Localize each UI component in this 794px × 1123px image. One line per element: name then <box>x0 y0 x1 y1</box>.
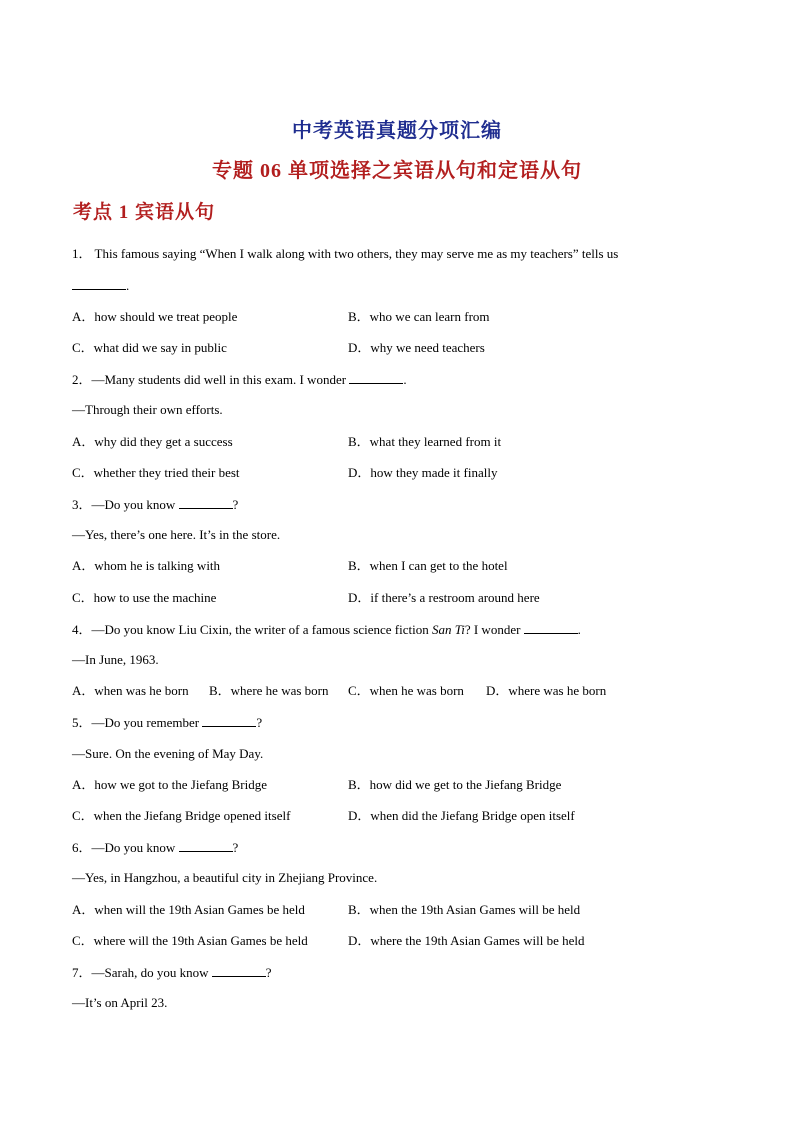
question-1-option-b: B．who we can learn from <box>348 309 490 324</box>
question-5-option-b: B．how did we get to the Jiefang Bridge <box>348 777 562 792</box>
question-4-option-a: A．when was he born <box>72 683 189 698</box>
question-1-stem: 1． This famous saying “When I walk along with two others, they may serve me as my teachers” tells us <box>72 246 619 261</box>
question-7-reply: —It’s on April 23. <box>72 995 168 1010</box>
question-1-option-c: C．what did we say in public <box>72 340 227 355</box>
answer-blank <box>524 621 578 634</box>
answer-blank <box>179 839 233 852</box>
question-3-option-a: A．whom he is talking with <box>72 558 221 573</box>
book-title: San Ti <box>431 622 465 637</box>
answer-blank <box>72 277 126 290</box>
question-2-option-b: B．what they learned from it <box>348 434 502 449</box>
question-4-option-c: C．when he was born <box>348 683 464 698</box>
question-5-option-c: C．when the Jiefang Bridge opened itself <box>72 808 291 823</box>
question-5-reply: —Sure. On the evening of May Day. <box>72 746 264 761</box>
question-7-stem: 7．—Sarah, do you know ? <box>72 965 272 980</box>
question-3-option-d: D．if there’s a restroom around here <box>348 590 540 605</box>
question-1-option-a: A．how should we treat people <box>72 309 238 324</box>
question-4-option-d: D．where was he born <box>486 683 607 698</box>
question-1-blank: . <box>72 277 129 294</box>
question-4-option-b: B．where he was born <box>209 683 329 698</box>
question-5-stem: 5．—Do you remember ? <box>72 715 263 730</box>
question-6-option-d: D．where the 19th Asian Games will be held <box>348 933 585 948</box>
section-heading: 考点 1 宾语从句 <box>73 202 216 223</box>
question-2-option-c: C．whether they tried their best <box>72 465 240 480</box>
question-3-option-c: C．how to use the machine <box>72 590 217 605</box>
answer-blank <box>212 964 266 977</box>
answer-blank <box>179 496 233 509</box>
question-3-stem: 3．—Do you know ? <box>72 497 239 512</box>
question-6-reply: —Yes, in Hangzhou, a beautiful city in Zhejiang Province. <box>72 870 378 885</box>
question-6-option-b: B．when the 19th Asian Games will be held <box>348 902 581 917</box>
question-6-option-a: A．when will the 19th Asian Games be held <box>72 902 305 917</box>
question-5-option-d: D．when did the Jiefang Bridge open itself <box>348 808 575 823</box>
question-4-stem: 4．—Do you know Liu Cixin, the writer of a famous science fiction San Ti? I wonder . <box>72 622 581 637</box>
document-subtitle: 专题 06 单项选择之宾语从句和定语从句 <box>212 160 582 182</box>
question-3-option-b: B．when I can get to the hotel <box>348 558 508 573</box>
question-4-reply: —In June, 1963. <box>72 652 159 667</box>
question-2-stem: 2．—Many students did well in this exam. I wonder . <box>72 372 407 387</box>
question-2-option-d: D．how they made it finally <box>348 465 498 480</box>
question-6-option-c: C．where will the 19th Asian Games be held <box>72 933 308 948</box>
question-2-reply: —Through their own efforts. <box>72 402 223 417</box>
question-5-option-a: A．how we got to the Jiefang Bridge <box>72 777 267 792</box>
question-6-stem: 6．—Do you know ? <box>72 840 239 855</box>
answer-blank <box>202 714 256 727</box>
question-1-option-d: D．why we need teachers <box>348 340 485 355</box>
answer-blank <box>349 371 403 384</box>
question-2-option-a: A．why did they get a success <box>72 434 233 449</box>
question-3-reply: —Yes, there’s one here. It’s in the store. <box>72 527 281 542</box>
document-title: 中考英语真题分项汇编 <box>292 120 502 142</box>
